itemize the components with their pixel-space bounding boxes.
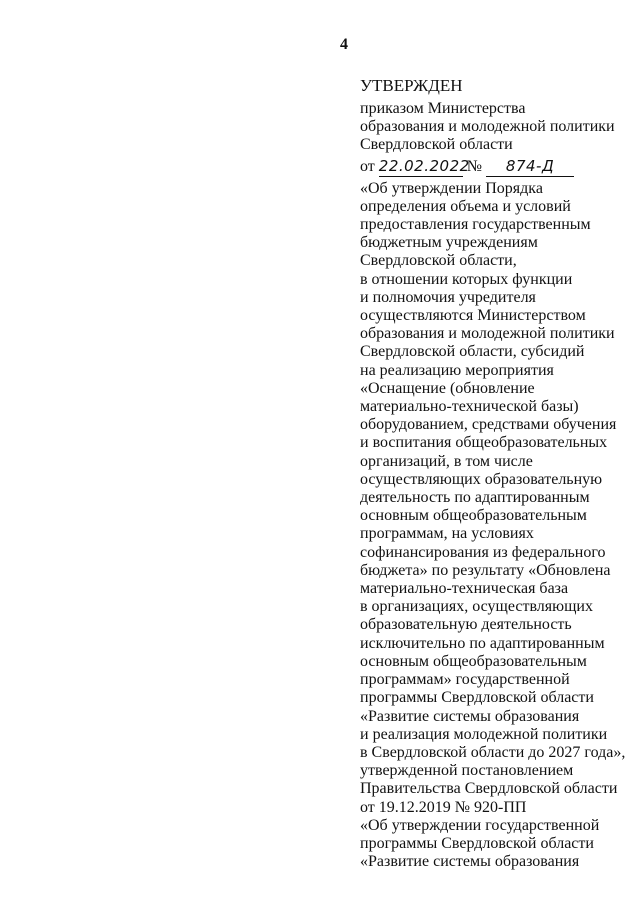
- title-line: утвержденной постановлением: [360, 762, 574, 780]
- title-line: бюджетным учреждениям: [360, 234, 538, 252]
- order-number-label: №: [466, 157, 483, 175]
- title-line: программам» государственной: [360, 671, 570, 689]
- title-line: основным общеобразовательным: [360, 652, 587, 670]
- title-line: в Свердловской области до 2027 года»,: [360, 743, 626, 761]
- order-date-number-line: [360, 156, 630, 177]
- title-line: оборудованием, средствами обучения: [360, 416, 617, 434]
- title-line: материально-технической базы): [360, 398, 579, 416]
- page-number: 4: [340, 36, 348, 53]
- title-line: софинансирования из федерального: [360, 543, 606, 561]
- title-line: деятельность по адаптированным: [360, 489, 590, 507]
- title-line: Свердловской области, субсидий: [360, 343, 585, 361]
- order-title: [360, 180, 630, 872]
- title-line: бюджета» по результату «Обновлена: [360, 561, 611, 579]
- approved-heading: УТВЕРЖДЕН: [360, 76, 463, 95]
- title-line: «Об утверждении Порядка: [360, 179, 543, 197]
- title-line: от 19.12.2019 № 920-ПП: [360, 798, 527, 816]
- title-line: и полномочия учредителя: [360, 288, 536, 306]
- title-line: в организациях, осуществляющих: [360, 598, 593, 616]
- title-line: предоставления государственным: [360, 216, 591, 234]
- title-line: программы Свердловской области: [360, 834, 594, 852]
- title-line: организаций, в том числе: [360, 452, 533, 470]
- title-line: осуществляются Министерством: [360, 307, 586, 325]
- title-line: программам, на условиях: [360, 525, 534, 543]
- title-line: «Развитие системы образования: [360, 707, 580, 725]
- title-line: основным общеобразовательным: [360, 507, 587, 525]
- title-line: «Оснащение (обновление: [360, 379, 535, 397]
- title-line: Правительства Свердловской области: [360, 780, 618, 798]
- title-line: образования и молодежной политики: [360, 325, 615, 343]
- title-line: Свердловской области,: [360, 252, 517, 270]
- title-line: материально-техническая база: [360, 580, 569, 598]
- title-line: определения объема и условий: [360, 197, 571, 215]
- approval-line: Свердловской области: [360, 136, 513, 154]
- approval-line: приказом Министерства: [360, 100, 526, 117]
- handwritten-order-date: 22.02.2022: [378, 156, 470, 175]
- title-line: программы Свердловской области: [360, 689, 594, 707]
- title-line: образовательную деятельность: [360, 616, 572, 634]
- handwritten-order-number: 874-Д: [486, 156, 574, 177]
- title-line: и воспитания общеобразовательных: [360, 434, 608, 452]
- title-line: исключительно по адаптированным: [360, 634, 605, 652]
- approval-line: образования и молодежной политики: [360, 118, 615, 136]
- title-line: и реализация молодежной политики: [360, 725, 608, 743]
- order-from-label: от: [360, 157, 375, 175]
- title-line: на реализацию мероприятия: [360, 361, 554, 379]
- title-line: осуществляющих образовательную: [360, 470, 603, 488]
- title-line: «Развитие системы образования: [360, 853, 580, 871]
- approval-stamp-block: [360, 76, 630, 871]
- title-line: «Об утверждении государственной: [360, 816, 600, 834]
- title-line: в отношении которых функции: [360, 270, 573, 288]
